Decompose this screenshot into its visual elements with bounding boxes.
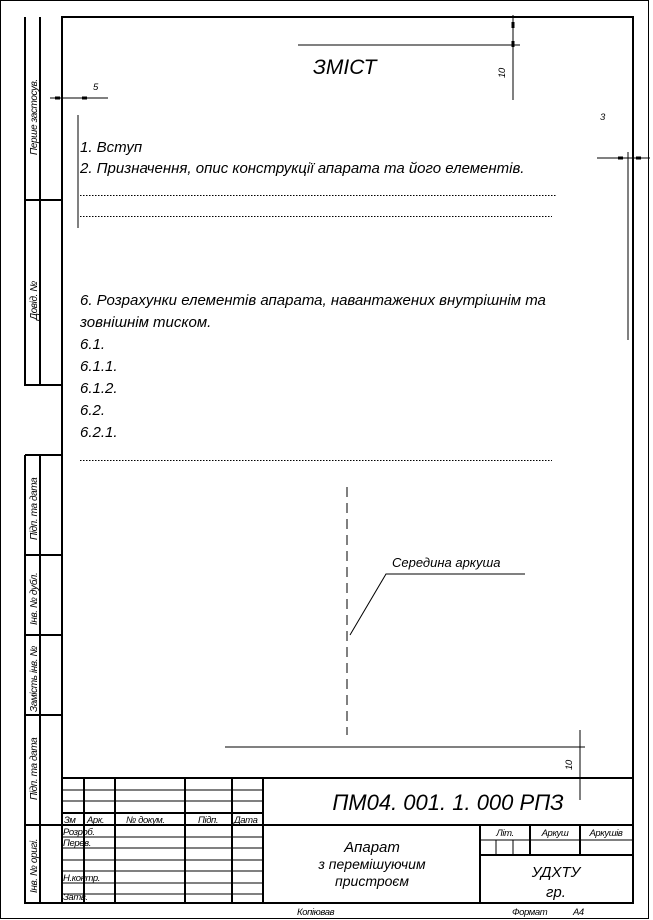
- dim-arrow: [618, 157, 623, 160]
- contents-item: 6.2.: [80, 402, 106, 419]
- dim-value: 5: [93, 82, 98, 93]
- product-name: пристроєм: [335, 873, 409, 889]
- right-dimension-lines: [597, 152, 650, 340]
- dim-arrow: [512, 41, 515, 47]
- heading: ЗМІСТ: [313, 56, 377, 79]
- dim-arrow: [512, 22, 515, 28]
- dim-arrow: [55, 97, 60, 100]
- product-name: з перемішуючим: [318, 856, 426, 872]
- organization: УДХТУ: [531, 864, 581, 881]
- group: гр.: [546, 884, 566, 901]
- role-label: Н.контр.: [63, 873, 101, 884]
- dim-value: 3: [600, 112, 605, 123]
- role-label: Розроб.: [63, 827, 95, 838]
- col-header: Дата: [234, 815, 258, 826]
- role-label: Затв.: [63, 892, 88, 903]
- contents-item: 2. Призначення, опис конструкції апарата та його елементів.: [80, 160, 525, 177]
- strip-label: Підп. та дата: [29, 477, 40, 540]
- col-header: Арк.: [87, 815, 105, 826]
- format-label: Формат: [512, 907, 548, 918]
- contents-item: 6.1.: [80, 336, 106, 353]
- strip-label: Інв. № дубл.: [29, 572, 40, 625]
- sheets-label: Аркушів: [589, 828, 623, 839]
- title-block: [62, 778, 633, 903]
- center-label: Середина аркуша: [392, 555, 501, 570]
- strip-label: Замість інв. №: [29, 646, 40, 712]
- strip-label: Перше застосув.: [29, 79, 40, 155]
- copied-label: Копіював: [297, 907, 335, 918]
- strip-label: Інв. № оригі.: [29, 838, 40, 893]
- col-header: Підп.: [198, 815, 219, 826]
- sheet-label: Аркуш: [541, 828, 569, 839]
- strip-label: Довід. №: [29, 281, 40, 320]
- col-header: № докум.: [126, 815, 165, 826]
- dim-value: 10: [497, 68, 508, 78]
- center-leader: [350, 574, 525, 635]
- contents-item: 6.1.1.: [80, 358, 118, 375]
- document-designation: ПМ04. 001. 1. 000 РПЗ: [332, 790, 564, 815]
- contents-item: зовнішнім тиском.: [80, 314, 212, 331]
- dim-value: 10: [564, 760, 575, 770]
- dim-arrow: [636, 157, 641, 160]
- col-header: Зм: [64, 815, 76, 826]
- dotted-lines: [80, 196, 556, 217]
- dim-arrow: [82, 97, 87, 100]
- product-name: Апарат: [344, 839, 400, 856]
- strip-label: Підп. та дата: [29, 737, 40, 800]
- role-label: Перев.: [63, 838, 91, 849]
- side-strip: [25, 17, 62, 903]
- lit-label: Літ.: [496, 828, 514, 839]
- contents-item: 6. Розрахунки елементів апарата, навантажених внутрішнім та: [80, 292, 546, 309]
- contents-item: 6.2.1.: [80, 424, 118, 441]
- contents-item: 6.1.2.: [80, 380, 118, 397]
- contents-list: [79, 139, 556, 461]
- contents-item: 1. Вступ: [80, 139, 143, 156]
- format-value: А4: [573, 907, 584, 918]
